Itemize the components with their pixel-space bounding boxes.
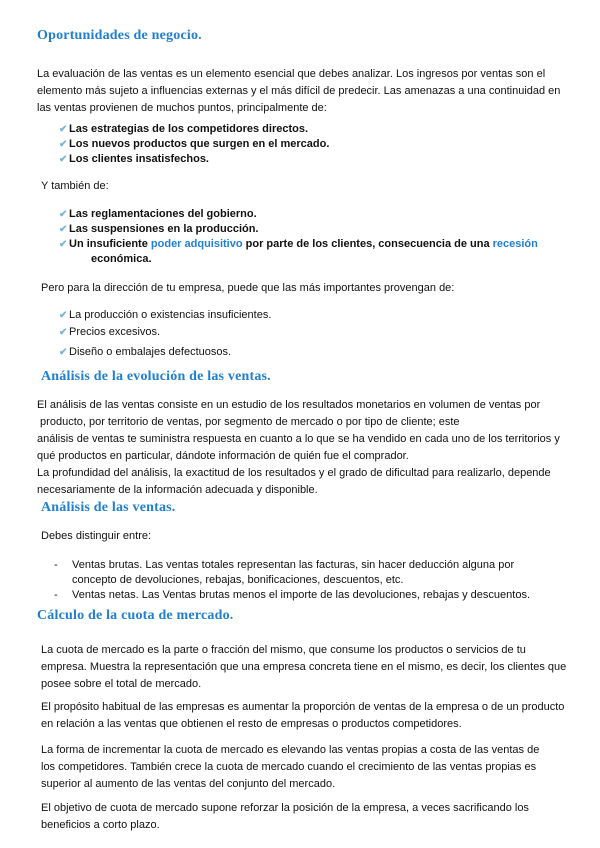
text-line: La cuota de mercado es la parte o fracción del mismo, que consume los productos o servicios de tu [41, 644, 526, 656]
market-share-paragraph-2 [41, 699, 564, 733]
list-item-continuation: económica. [91, 253, 152, 265]
threats-list [59, 122, 329, 167]
distinguish-text: Debes distinguir entre: [41, 530, 152, 542]
text-line: La profundidad del análisis, la exactitud de los resultados y el grado de dificultad para realizarlo, depende [37, 467, 551, 479]
but-text: Pero para la dirección de tu empresa, puede que las más importantes provengan de: [41, 282, 455, 294]
text-line: El objetivo de cuota de mercado supone reforzar la posición de la empresa, a veces sacrificando los [41, 802, 529, 814]
list-item: ✔ Las suspensiones en la producción. [59, 223, 259, 235]
link-recesion[interactable]: recesión [492, 238, 538, 250]
heading-oportunidades: Oportunidades de negocio. [37, 28, 202, 43]
list-item: ✔ Las estrategias de los competidores directos. [59, 123, 309, 135]
text-line: El análisis de las ventas consiste en un estudio de los resultados monetarios en volumen de ventas por [37, 399, 541, 411]
link-poder-adquisitivo[interactable]: poder adquisitivo [150, 238, 243, 250]
check-icon: ✔ [59, 154, 68, 165]
text-line: empresa. Muestra la representación que una empresa concreta tiene en el mismo, es decir, los clientes que [41, 661, 567, 673]
heading-analisis-ventas: Análisis de las ventas. [41, 500, 176, 515]
text-line: en relación a las ventas que obtienen el resto de empresas o productos competidores. [41, 718, 462, 730]
text-line: los competidores. También crece la cuota de mercado cuando el crecimiento de las ventas propias es [41, 761, 537, 773]
dash-bullet: - [54, 559, 58, 571]
list-item: ✔ Los nuevos productos que surgen en el mercado. [59, 138, 330, 150]
list-item: ✔ Diseño o embalajes defectuosos. [59, 344, 271, 361]
text-line: elemento más sujeto a influencias externas y el más difícil de predecir. Las amenazas a una continuidad en [37, 85, 561, 97]
check-icon: ✔ [59, 347, 68, 358]
intro-paragraph [37, 66, 560, 117]
text-line: necesariamente de la información adecuada y disponible. [37, 484, 318, 496]
heading-evolucion-ventas: Análisis de la evolución de las ventas. [41, 369, 271, 384]
evolution-paragraph [37, 397, 560, 499]
additional-threats-list [59, 207, 538, 267]
check-icon: ✔ [59, 239, 68, 250]
list-item: - Ventas netas. Las Ventas brutas menos el importe de las devoluciones, rebajas y descuentos. [54, 589, 530, 601]
heading-cuota-mercado: Cálculo de la cuota de mercado. [37, 608, 234, 623]
check-icon: ✔ [59, 209, 68, 220]
list-item: - Ventas brutas. Las ventas totales representan las facturas, sin hacer deducción alguna por [54, 559, 515, 571]
text-line: producto, por territorio de ventas, por segmento de mercado o por tipo de cliente; este [37, 416, 460, 428]
also-text: Y también de: [41, 180, 109, 192]
check-icon: ✔ [59, 124, 68, 135]
check-icon: ✔ [59, 139, 68, 150]
dash-bullet: - [54, 589, 58, 601]
text-line: La forma de incrementar la cuota de mercado es elevando las ventas propias a costa de las ventas de [41, 744, 540, 756]
text-line: beneficios a corto plazo. [41, 819, 160, 831]
check-icon: ✔ [59, 224, 68, 235]
list-item: ✔ Un insuficiente poder adquisitivo por parte de los clientes, consecuencia de una recesión [59, 238, 538, 250]
list-item-continuation: concepto de devoluciones, rebajas, bonificaciones, descuentos, etc. [72, 574, 404, 586]
text-line: El propósito habitual de las empresas es aumentar la proporción de ventas de la empresa o de un producto [41, 701, 565, 713]
text-line: posee sobre el total de mercado. [41, 678, 202, 690]
sales-types-list [54, 558, 530, 603]
internal-causes-list [59, 307, 271, 361]
check-icon: ✔ [59, 327, 68, 338]
market-share-paragraph-3 [41, 742, 539, 793]
text-line: La evaluación de las ventas es un elemento esencial que debes analizar. Los ingresos por ventas son el [37, 68, 546, 80]
text-line: análisis de ventas te suministra respuesta en cuanto a lo que se ha vendido en cada uno de los territorios y [37, 433, 560, 445]
text-line: superior al aumento de las ventas del conjunto del mercado. [41, 778, 336, 790]
list-item: ✔ La producción o existencias insuficientes. [59, 307, 271, 324]
market-share-paragraph-1 [41, 642, 566, 693]
text-line: las ventas provienen de muchos puntos, principalmente de: [37, 102, 327, 114]
list-item: ✔ Los clientes insatisfechos. [59, 153, 209, 165]
text-line: qué productos en particular, dándote información de quién fue el comprador. [37, 450, 409, 462]
list-item: ✔ Las reglamentaciones del gobierno. [59, 208, 257, 220]
check-icon: ✔ [59, 310, 68, 321]
list-item: ✔ Precios excesivos. [59, 324, 271, 341]
market-share-paragraph-4 [41, 800, 529, 834]
